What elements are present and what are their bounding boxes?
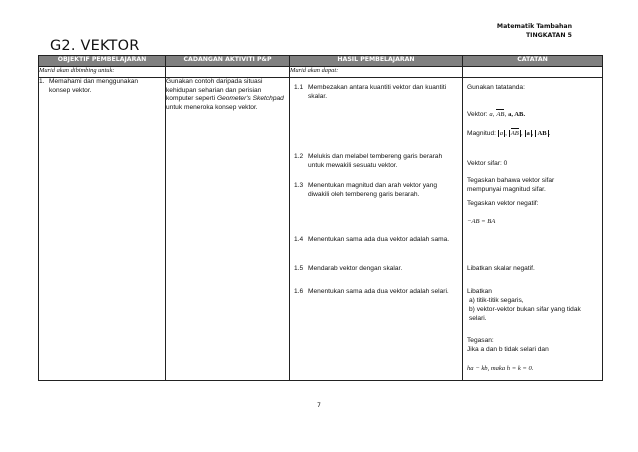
note-condition: Jika a dan b tidak selari dan bbox=[467, 346, 549, 353]
column-header-outcomes: HASIL PEMBELAJARAN bbox=[290, 56, 463, 67]
vector-ab-symbol: AB bbox=[496, 111, 505, 118]
outcome-item bbox=[294, 288, 459, 297]
objective-subheader: Murid akan dibimbing untuk: bbox=[39, 67, 166, 78]
outcome-text: Membezakan antara kuantiti vektor dan kuantiti skalar. bbox=[308, 84, 447, 100]
note-include-b: b) vektor-vektor bukan sifar yang tidak selari. bbox=[469, 306, 581, 322]
notes-cell bbox=[463, 78, 603, 381]
objective-text: Memahami dan menggunakan konsep vektor. bbox=[49, 78, 139, 94]
column-header-objective: OBJEKTIF PEMBELAJARAN bbox=[39, 56, 166, 67]
outcome-text: Melukis dan melabel tembereng garis berarah untuk mewakili sesuatu vektor. bbox=[308, 153, 443, 169]
note-include-a: a) titik-titik segaris, bbox=[469, 297, 524, 304]
note-assertion: Tegasan: bbox=[467, 337, 494, 344]
outcomes-cell bbox=[290, 78, 463, 381]
table-row bbox=[39, 78, 603, 381]
table-subheader-row bbox=[39, 67, 603, 78]
outcome-text: Menentukan sama ada dua vektor adalah selari. bbox=[308, 288, 449, 295]
note-zero-vector: Vektor sifar: 0 bbox=[467, 160, 508, 167]
subject-label: Matematik Tambahan bbox=[496, 23, 572, 30]
outcome-item bbox=[294, 182, 459, 199]
outcome-item bbox=[294, 84, 459, 101]
note-negative-label: Tegaskan vektor negatif: bbox=[467, 200, 539, 207]
note-zero-magnitude: Tegaskan bahawa vektor sifar mempunyai magnitud sifar. bbox=[467, 177, 555, 193]
notes-subheader bbox=[463, 67, 603, 78]
magnitude-bold-a: a bbox=[526, 130, 530, 137]
outcomes-subheader: Murid akan dapat: bbox=[290, 67, 463, 78]
outcome-text: Menentukan sama ada dua vektor adalah sama. bbox=[308, 236, 450, 243]
table-header-row bbox=[39, 56, 603, 67]
note-vector: Vektor: a, AB, a, AB. bbox=[467, 111, 526, 118]
magnitude-ab-symbol: AB bbox=[510, 130, 519, 137]
note-formula: ha − kb, maka h = k = 0. bbox=[467, 365, 534, 372]
outcome-number: 1.2 bbox=[294, 153, 304, 160]
document-header bbox=[497, 22, 572, 40]
objective-cell bbox=[39, 78, 166, 381]
note-notation: Gunakan tatatanda: bbox=[467, 84, 525, 91]
outcome-item bbox=[294, 153, 459, 170]
note-magnitude-label: Magnitud: bbox=[467, 130, 498, 137]
note-include: Libatkan bbox=[467, 288, 492, 295]
outcome-number: 1.3 bbox=[294, 182, 304, 189]
note-vector-label: Vektor: bbox=[467, 111, 490, 118]
activity-text-1: Gunakan contoh daripada situasi kehidupan seharian dan perisian komputer seperti bbox=[166, 78, 263, 102]
outcome-number: 1.5 bbox=[294, 265, 304, 272]
page-title: G2. VEKTOR bbox=[50, 38, 140, 54]
syllabus-table bbox=[38, 55, 603, 381]
activity-subheader bbox=[166, 67, 290, 78]
objective-number: 1. bbox=[39, 78, 45, 85]
outcome-text: Menentukan magnitud dan arah vektor yang diwakili oleh tembereng garis berarah. bbox=[308, 182, 438, 198]
activity-text-2: untuk meneroka konsep vektor. bbox=[166, 103, 258, 111]
activity-cell bbox=[166, 78, 290, 381]
note-magnitude: Magnitud: a , AB , a , AB . bbox=[467, 130, 551, 137]
outcome-number: 1.6 bbox=[294, 288, 304, 295]
outcome-text: Mendarab vektor dengan skalar. bbox=[308, 265, 403, 272]
page-number: 7 bbox=[317, 402, 321, 409]
note-negative-equation: −AB = BA bbox=[467, 218, 496, 225]
form-label: TINGKATAN 5 bbox=[525, 32, 572, 39]
outcome-number: 1.1 bbox=[294, 84, 304, 91]
vector-bold-symbols: a, AB. bbox=[508, 111, 526, 118]
note-negative-scalar: Libatkan skalar negatif. bbox=[467, 265, 535, 272]
activity-software-name: Geometer's Sketchpad bbox=[216, 95, 284, 102]
vector-a-symbol: a bbox=[489, 111, 493, 118]
magnitude-a-symbol: a bbox=[499, 130, 504, 137]
outcome-item bbox=[294, 236, 459, 245]
column-header-activity: CADANGAN AKTIVITI P&P bbox=[166, 56, 290, 67]
column-header-notes: CATATAN bbox=[463, 56, 603, 67]
outcome-number: 1.4 bbox=[294, 236, 304, 243]
outcome-item bbox=[294, 265, 459, 274]
magnitude-bold-ab: AB bbox=[537, 130, 547, 137]
